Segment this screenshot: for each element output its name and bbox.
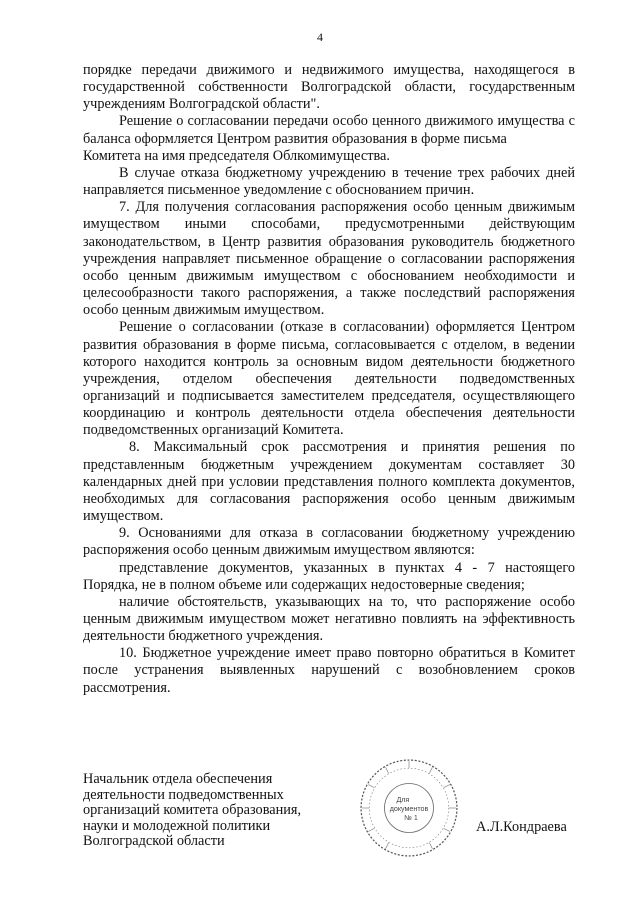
position-line: организаций комитета образования, xyxy=(83,802,302,818)
paragraph-p-9-a: представление документов, указанных в пунктах 4 - 7 настоящего Порядка, не в полном объеме или содержащих недостоверные сведения; xyxy=(83,559,575,593)
page-number: 4 xyxy=(317,30,323,44)
paragraph-p-refusal: В случае отказа бюджетному учреждению в течение трех рабочих дней направляется письменное уведомление с обоснованием причин. xyxy=(83,164,575,199)
paragraph-p-decision-b: Комитета на имя председателя Облкомимущества. xyxy=(83,147,390,164)
document-body xyxy=(83,62,575,697)
paragraph-p-cont: порядке передачи движимого и недвижимого имущества, находящегося в государственной собственности Волгоградской области, государственным учреждениям Волгоградской области". xyxy=(83,62,575,113)
paragraph-p-9: 9. Основаниями для отказа в согласовании бюджетному учреждению распоряжения особо ценным движимым имуществом являются: xyxy=(83,525,575,559)
paragraph-p-7: 7. Для получения согласования распоряжения особо ценным движимым имуществом иными способами, предусмотренными действующим законодательством, в Центр развития образования руководитель бюджетного учреждения направляет письменное обращение о согласовании распоряжения особо ценным движимым имуществом с обоснованием необходимости и целесообразности такого распоряжения, а также последствий распоряжения особо ценным движимым имуществом. xyxy=(83,199,575,319)
paragraph-p-7-decision: Решение о согласовании (отказе в согласовании) оформляется Центром развития образования в форме письма, согласовывается с отделом, в ведении которого находится контроль за основным видом деятельности бюджетного учреждения, отделом обеспечения деятельности подведомственных организаций и подписывается заместителем председателя, осуществляющего координацию и контроль деятельности отдела обеспечения деятельности подведомственных организаций Комитета. xyxy=(83,319,575,439)
stamp-text: документов xyxy=(389,805,429,814)
position-line: Начальник отдела обеспечения xyxy=(83,771,273,787)
paragraph-p-8: 8. Максимальный срок рассмотрения и принятия решения по представленным бюджетным учреждением документам составляет 30 календарных дней при условии представления полного комплекта документов, необходимых для согласования распоряжения особо ценным движимым имуществом. xyxy=(83,439,575,525)
position-line: науки и молодежной политики xyxy=(83,817,271,834)
stamp-text: Для xyxy=(396,795,410,804)
stamp-text: № 1 xyxy=(404,814,418,823)
position-line: деятельности подведомственных xyxy=(83,786,284,803)
signatory-name: А.Л.Кондраева xyxy=(476,819,567,835)
paragraph-p-decision-a: Решение о согласовании передачи особо ценного движимого имущества с баланса оформляется Центром развития образования в форме письма xyxy=(83,113,575,147)
official-stamp xyxy=(358,757,460,859)
paragraph-p-10: 10. Бюджетное учреждение имеет право повторно обратиться в Комитет после устранения выявленных нарушений с возобновлением сроков рассмотрения. xyxy=(83,645,575,696)
position-line: Волгоградской области xyxy=(83,833,225,849)
signature-position xyxy=(83,772,301,850)
paragraph-p-9-b: наличие обстоятельств, указывающих на то, что распоряжение особо ценным движимым имуществом может негативно повлиять на эффективность деятельности бюджетного учреждения. xyxy=(83,593,575,645)
